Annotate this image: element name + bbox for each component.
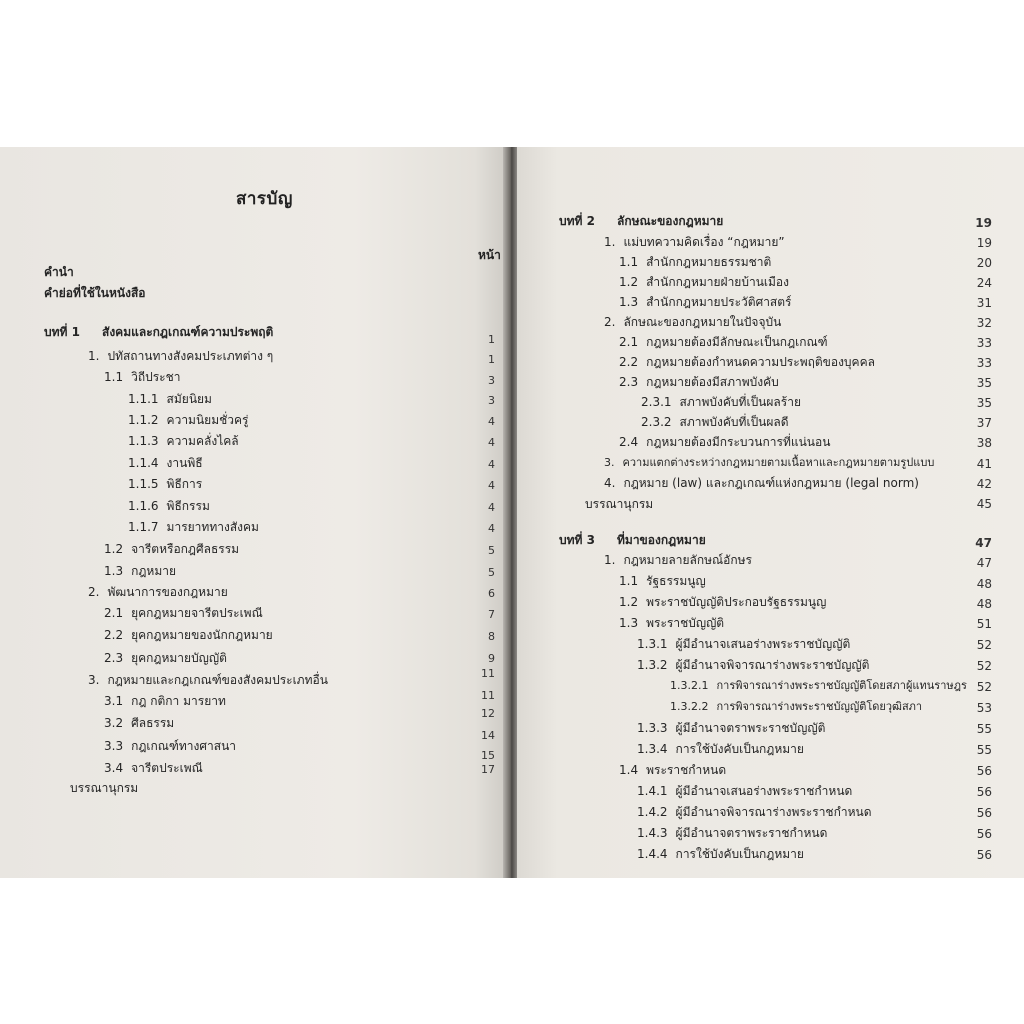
toc-entry-number: 1.4.4 xyxy=(637,847,668,861)
toc-entry xyxy=(637,739,804,759)
toc-entry-page: 12 xyxy=(481,707,495,720)
toc-entry-number: 1.1 xyxy=(619,574,639,588)
toc-entry-text: กฎหมายต้องกำหนดความประพฤติของบุคคล xyxy=(646,355,875,369)
toc-entry-page: 35 xyxy=(976,396,992,410)
toc-entry-text: จารีตหรือกฎศีลธรรม xyxy=(131,542,240,556)
toc-entry-text: พระราชบัญญัติ xyxy=(646,616,725,630)
toc-entry-text: พิธีกรรม xyxy=(166,499,210,513)
toc-entry-text: สำนักกฎหมายฝ่ายบ้านเมือง xyxy=(646,275,789,289)
chapter3-label: บทที่ 3 xyxy=(559,533,595,547)
toc-entry xyxy=(637,655,869,675)
chapter3-page: 47 xyxy=(975,536,992,550)
toc-entry-page: 56 xyxy=(976,785,992,799)
toc-entry-text: ผู้มีอำนาจเสนอร่างพระราชบัญญัติ xyxy=(675,637,851,651)
toc-entry xyxy=(670,676,967,696)
toc-entry-page: 32 xyxy=(976,316,992,330)
toc-entry-number: 3. xyxy=(604,456,615,469)
toc-entry-text: กฎหมาย xyxy=(131,564,177,578)
toc-entry-number: 1.1.7 xyxy=(128,520,159,534)
toc-entry-number: 1.4 xyxy=(619,763,639,777)
toc-entry xyxy=(128,410,248,430)
toc-entry-page: 19 xyxy=(976,236,992,250)
toc-entry-number: 1.1.1 xyxy=(128,392,159,406)
toc-entry-page: 48 xyxy=(976,577,992,591)
toc-entry-number: 2.1 xyxy=(104,606,124,620)
toc-entry xyxy=(604,312,781,332)
toc-entry-number: 2.2 xyxy=(104,628,124,642)
toc-entry-page: 37 xyxy=(976,416,992,430)
chapter2-title: ลักษณะของกฎหมาย xyxy=(617,214,724,228)
toc-entry-number: 2.3 xyxy=(619,375,639,389)
toc-entry-number: 2. xyxy=(88,585,100,599)
toc-entry xyxy=(128,389,212,409)
toc-entry-page: 56 xyxy=(976,827,992,841)
toc-entry-number: 1.4.3 xyxy=(637,826,668,840)
toc-entry-text: แม่บทความคิดเรื่อง “กฎหมาย” xyxy=(623,235,785,249)
toc-entry-number: 1.1.6 xyxy=(128,499,159,513)
toc-entry-text: ลักษณะของกฎหมายในปัจจุบัน xyxy=(623,315,782,329)
toc-entry-number: 2.1 xyxy=(619,335,639,349)
toc-entry xyxy=(637,634,850,654)
toc-entry-page: 31 xyxy=(976,296,992,310)
toc-entry-page: 4 xyxy=(488,436,495,449)
toc-entry-text: ผู้มีอำนาจเสนอร่างพระราชกำหนด xyxy=(675,784,853,798)
toc-entry xyxy=(641,412,789,432)
toc-entry xyxy=(641,392,801,412)
toc-entry-number: 3.3 xyxy=(104,739,124,753)
toc-entry-page: 35 xyxy=(976,376,992,390)
toc-entry-text: ศีลธรรม xyxy=(131,716,175,730)
toc-entry-page: 55 xyxy=(976,743,992,757)
chapter3-heading xyxy=(559,530,706,550)
toc-entry-page: 11 xyxy=(481,689,495,702)
toc-entry xyxy=(88,670,328,690)
toc-entry-text: กฎเกณฑ์ทางศาสนา xyxy=(131,739,237,753)
chapter2-page: 19 xyxy=(975,216,992,230)
toc-entry-page: 53 xyxy=(976,701,992,715)
toc-entry-text: การใช้บังคับเป็นกฎหมาย xyxy=(675,847,804,861)
toc-entry-text: วิถีประชา xyxy=(131,370,181,384)
toc-entry-number: 1.1.4 xyxy=(128,456,159,470)
toc-entry xyxy=(104,758,203,778)
chapter2-bibliography: บรรณานุกรม xyxy=(585,497,654,511)
toc-entry-number: 1.4.1 xyxy=(637,784,668,798)
toc-entry-number: 1.3.2.2 xyxy=(670,700,709,713)
toc-entry-page: 3 xyxy=(488,394,495,407)
left-page xyxy=(0,147,505,878)
toc-entry xyxy=(619,571,706,591)
toc-entry-text: กฎหมายและกฎเกณฑ์ของสังคมประเภทอื่น xyxy=(107,673,328,687)
toc-entry-number: 3.1 xyxy=(104,694,124,708)
toc-entry xyxy=(604,232,785,252)
toc-entry xyxy=(604,453,934,473)
toc-entry-text: พิธีการ xyxy=(166,477,203,491)
toc-entry-number: 3.4 xyxy=(104,761,124,775)
chapter1-bibliography: บรรณานุกรม xyxy=(70,781,139,795)
toc-entry-text: การใช้บังคับเป็นกฎหมาย xyxy=(675,742,804,756)
toc-entry xyxy=(128,453,203,473)
background-white xyxy=(0,878,1024,1024)
toc-entry-page: 56 xyxy=(976,806,992,820)
toc-entry-page: 47 xyxy=(976,556,992,570)
toc-entry-text: มารยาททางสังคม xyxy=(166,520,259,534)
chapter2-bibliography-page: 45 xyxy=(976,497,992,511)
toc-entry xyxy=(88,346,273,366)
toc-entry-number: 1.3 xyxy=(619,295,639,309)
toc-entry-text: ยุคกฎหมายจารีตประเพณี xyxy=(131,606,263,620)
toc-entry-number: 1.2 xyxy=(104,542,124,556)
toc-entry xyxy=(88,582,228,602)
toc-entry-number: 1. xyxy=(604,235,616,249)
toc-entry-number: 2.3.2 xyxy=(641,415,672,429)
toc-entry-page: 52 xyxy=(976,638,992,652)
toc-entry xyxy=(104,648,227,668)
toc-entry-number: 1.3 xyxy=(619,616,639,630)
toc-entry-text: กฎหมายต้องมีสภาพบังคับ xyxy=(646,375,779,389)
toc-entry xyxy=(619,592,826,612)
toc-entry-page: 33 xyxy=(976,356,992,370)
toc-entry-text: ความคลั่งไคล้ xyxy=(166,434,239,448)
toc-entry xyxy=(637,823,827,843)
toc-entry-text: พระราชบัญญัติประกอบรัฐธรรมนูญ xyxy=(646,595,827,609)
toc-entry-page: 14 xyxy=(481,729,495,742)
toc-entry-page: 42 xyxy=(976,477,992,491)
toc-entry xyxy=(619,613,724,633)
toc-entry-page: 4 xyxy=(488,458,495,471)
toc-entry-number: 1.3.2 xyxy=(637,658,668,672)
toc-entry xyxy=(619,332,828,352)
toc-entry-page: 4 xyxy=(488,522,495,535)
toc-entry xyxy=(128,431,239,451)
toc-entry-page: 5 xyxy=(488,566,495,579)
toc-entry-text: สภาพบังคับที่เป็นผลดี xyxy=(679,415,789,429)
toc-entry-number: 1.4.2 xyxy=(637,805,668,819)
toc-entry xyxy=(128,517,259,537)
toc-entry xyxy=(128,496,210,516)
toc-entry-text: กฎหมายต้องมีลักษณะเป็นกฎเกณฑ์ xyxy=(646,335,828,349)
toc-entry-page: 55 xyxy=(976,722,992,736)
chapter1-heading xyxy=(44,322,273,342)
toc-entry-text: สำนักกฎหมายธรรมชาติ xyxy=(646,255,772,269)
toc-entry-page: 48 xyxy=(976,597,992,611)
toc-entry-page: 51 xyxy=(976,617,992,631)
toc-entry xyxy=(637,844,804,864)
toc-entry-page: 7 xyxy=(488,608,495,621)
toc-entry-text: ความแตกต่างระหว่างกฎหมายตามเนื้อหาและกฎหมายตามรูปแบบ xyxy=(622,456,935,469)
chapter2-heading xyxy=(559,211,723,231)
toc-entry-text: ผู้มีอำนาจตราพระราชบัญญัติ xyxy=(675,721,826,735)
toc-entry-text: ผู้มีอำนาจพิจารณาร่างพระราชบัญญัติ xyxy=(675,658,870,672)
toc-entry-page: 56 xyxy=(976,848,992,862)
toc-entry-number: 2.4 xyxy=(619,435,639,449)
toc-entry-number: 1.1 xyxy=(104,370,124,384)
toc-entry-number: 1. xyxy=(88,349,100,363)
toc-entry-number: 1.1 xyxy=(619,255,639,269)
toc-entry xyxy=(104,561,176,581)
toc-entry-text: พัฒนาการของกฎหมาย xyxy=(107,585,228,599)
toc-entry-page: 41 xyxy=(976,457,992,471)
toc-entry xyxy=(604,550,752,570)
toc-entry-page: 20 xyxy=(976,256,992,270)
toc-entry-page: 33 xyxy=(976,336,992,350)
toc-entry-text: กฎ กติกา มารยาท xyxy=(131,694,226,708)
toc-entry-number: 1.3.3 xyxy=(637,721,668,735)
toc-entry-text: การพิจารณาร่างพระราชบัญญัติโดยสภาผู้แทนราษฎร xyxy=(716,679,967,692)
toc-entry-text: งานพิธี xyxy=(166,456,203,470)
toc-entry-text: การพิจารณาร่างพระราชบัญญัติโดยวุฒิสภา xyxy=(716,700,923,713)
chapter1-label: บทที่ 1 xyxy=(44,325,80,339)
toc-entry xyxy=(670,697,922,717)
chapter1-page: 1 xyxy=(488,333,495,346)
toc-entry-text: สำนักกฎหมายประวัติศาสตร์ xyxy=(646,295,792,309)
toc-entry-number: 1.1.5 xyxy=(128,477,159,491)
toc-entry-text: กฎหมายต้องมีกระบวนการที่แน่นอน xyxy=(646,435,831,449)
toc-entry-number: 3. xyxy=(88,673,100,687)
toc-entry-page: 1 xyxy=(488,353,495,366)
toc-entry-page: 11 xyxy=(481,667,495,680)
chapter1-bibliography-page: 17 xyxy=(481,763,495,776)
toc-entry-number: 1.2 xyxy=(619,595,639,609)
toc-entry-number: 3.2 xyxy=(104,716,124,730)
toc-entry-text: รัฐธรรมนูญ xyxy=(646,574,706,588)
toc-entry xyxy=(619,372,779,392)
toc-entry xyxy=(604,473,919,493)
toc-entry xyxy=(128,474,202,494)
toc-entry-text: กฎหมายลายลักษณ์อักษร xyxy=(623,553,752,567)
toc-entry-page: 15 xyxy=(481,749,495,762)
toc-entry-number: 4. xyxy=(604,476,616,490)
toc-entry-page: 56 xyxy=(976,764,992,778)
toc-entry-page: 9 xyxy=(488,652,495,665)
toc-entry xyxy=(104,539,239,559)
toc-entry xyxy=(619,432,830,452)
toc-entry-number: 2. xyxy=(604,315,616,329)
toc-entry-text: สมัยนิยม xyxy=(166,392,212,406)
toc-entry-number: 1.3 xyxy=(104,564,124,578)
toc-entry xyxy=(104,625,273,645)
toc-entry-page: 4 xyxy=(488,415,495,428)
toc-entry xyxy=(104,367,181,387)
toc-entry-page: 6 xyxy=(488,587,495,600)
toc-entry-number: 2.2 xyxy=(619,355,639,369)
toc-entry xyxy=(637,718,825,738)
toc-entry xyxy=(104,691,226,711)
toc-entry-text: สภาพบังคับที่เป็นผลร้าย xyxy=(679,395,801,409)
toc-entry-page: 5 xyxy=(488,544,495,557)
toc-entry-text: ยุคกฎหมายของนักกฎหมาย xyxy=(131,628,273,642)
chapter1-title: สังคมและกฎเกณฑ์ความประพฤติ xyxy=(102,325,274,339)
toc-entry-text: จารีตประเพณี xyxy=(131,761,203,775)
toc-entry xyxy=(637,781,852,801)
toc-entry xyxy=(637,802,871,822)
toc-entry-page: 24 xyxy=(976,276,992,290)
toc-entry-number: 1.1.3 xyxy=(128,434,159,448)
front-matter-abbreviations: คำย่อที่ใช้ในหนังสือ xyxy=(44,286,146,300)
toc-entry-page: 8 xyxy=(488,630,495,643)
toc-entry-text: กฎหมาย (law) และกฎเกณฑ์แห่งกฎหมาย (legal norm) xyxy=(623,476,919,490)
toc-entry-text: ผู้มีอำนาจตราพระราชกำหนด xyxy=(675,826,828,840)
toc-entry-text: ผู้มีอำนาจพิจารณาร่างพระราชกำหนด xyxy=(675,805,872,819)
toc-title: สารบัญ xyxy=(236,189,293,209)
chapter2-label: บทที่ 2 xyxy=(559,214,595,228)
toc-entry xyxy=(104,736,236,756)
toc-entry xyxy=(619,352,875,372)
toc-entry-page: 52 xyxy=(976,659,992,673)
toc-entry xyxy=(619,292,792,312)
toc-entry-number: 1.3.1 xyxy=(637,637,668,651)
toc-entry-page: 38 xyxy=(976,436,992,450)
toc-entry-number: 1. xyxy=(604,553,616,567)
toc-entry-number: 1.2 xyxy=(619,275,639,289)
toc-entry-page: 4 xyxy=(488,479,495,492)
toc-entry xyxy=(619,760,726,780)
toc-entry-number: 1.1.2 xyxy=(128,413,159,427)
toc-entry-page: 3 xyxy=(488,374,495,387)
toc-entry-page: 4 xyxy=(488,501,495,514)
toc-entry-number: 2.3 xyxy=(104,651,124,665)
toc-entry-number: 1.3.2.1 xyxy=(670,679,709,692)
toc-entry xyxy=(104,603,263,623)
toc-entry-text: ยุคกฎหมายบัญญัติ xyxy=(131,651,227,665)
front-matter-preface: คำนำ xyxy=(44,265,74,279)
toc-entry-text: ความนิยมชั่วครู่ xyxy=(166,413,249,427)
toc-entry-text: ปทัสถานทางสังคมประเภทต่าง ๆ xyxy=(107,349,274,363)
toc-entry-number: 1.3.4 xyxy=(637,742,668,756)
toc-entry-text: พระราชกำหนด xyxy=(646,763,727,777)
toc-entry-page: 52 xyxy=(976,680,992,694)
page-column-header: หน้า xyxy=(478,248,501,262)
toc-entry-number: 2.3.1 xyxy=(641,395,672,409)
toc-entry xyxy=(619,272,789,292)
chapter3-title: ที่มาของกฎหมาย xyxy=(617,533,706,547)
toc-entry xyxy=(619,252,771,272)
toc-entry xyxy=(104,713,174,733)
